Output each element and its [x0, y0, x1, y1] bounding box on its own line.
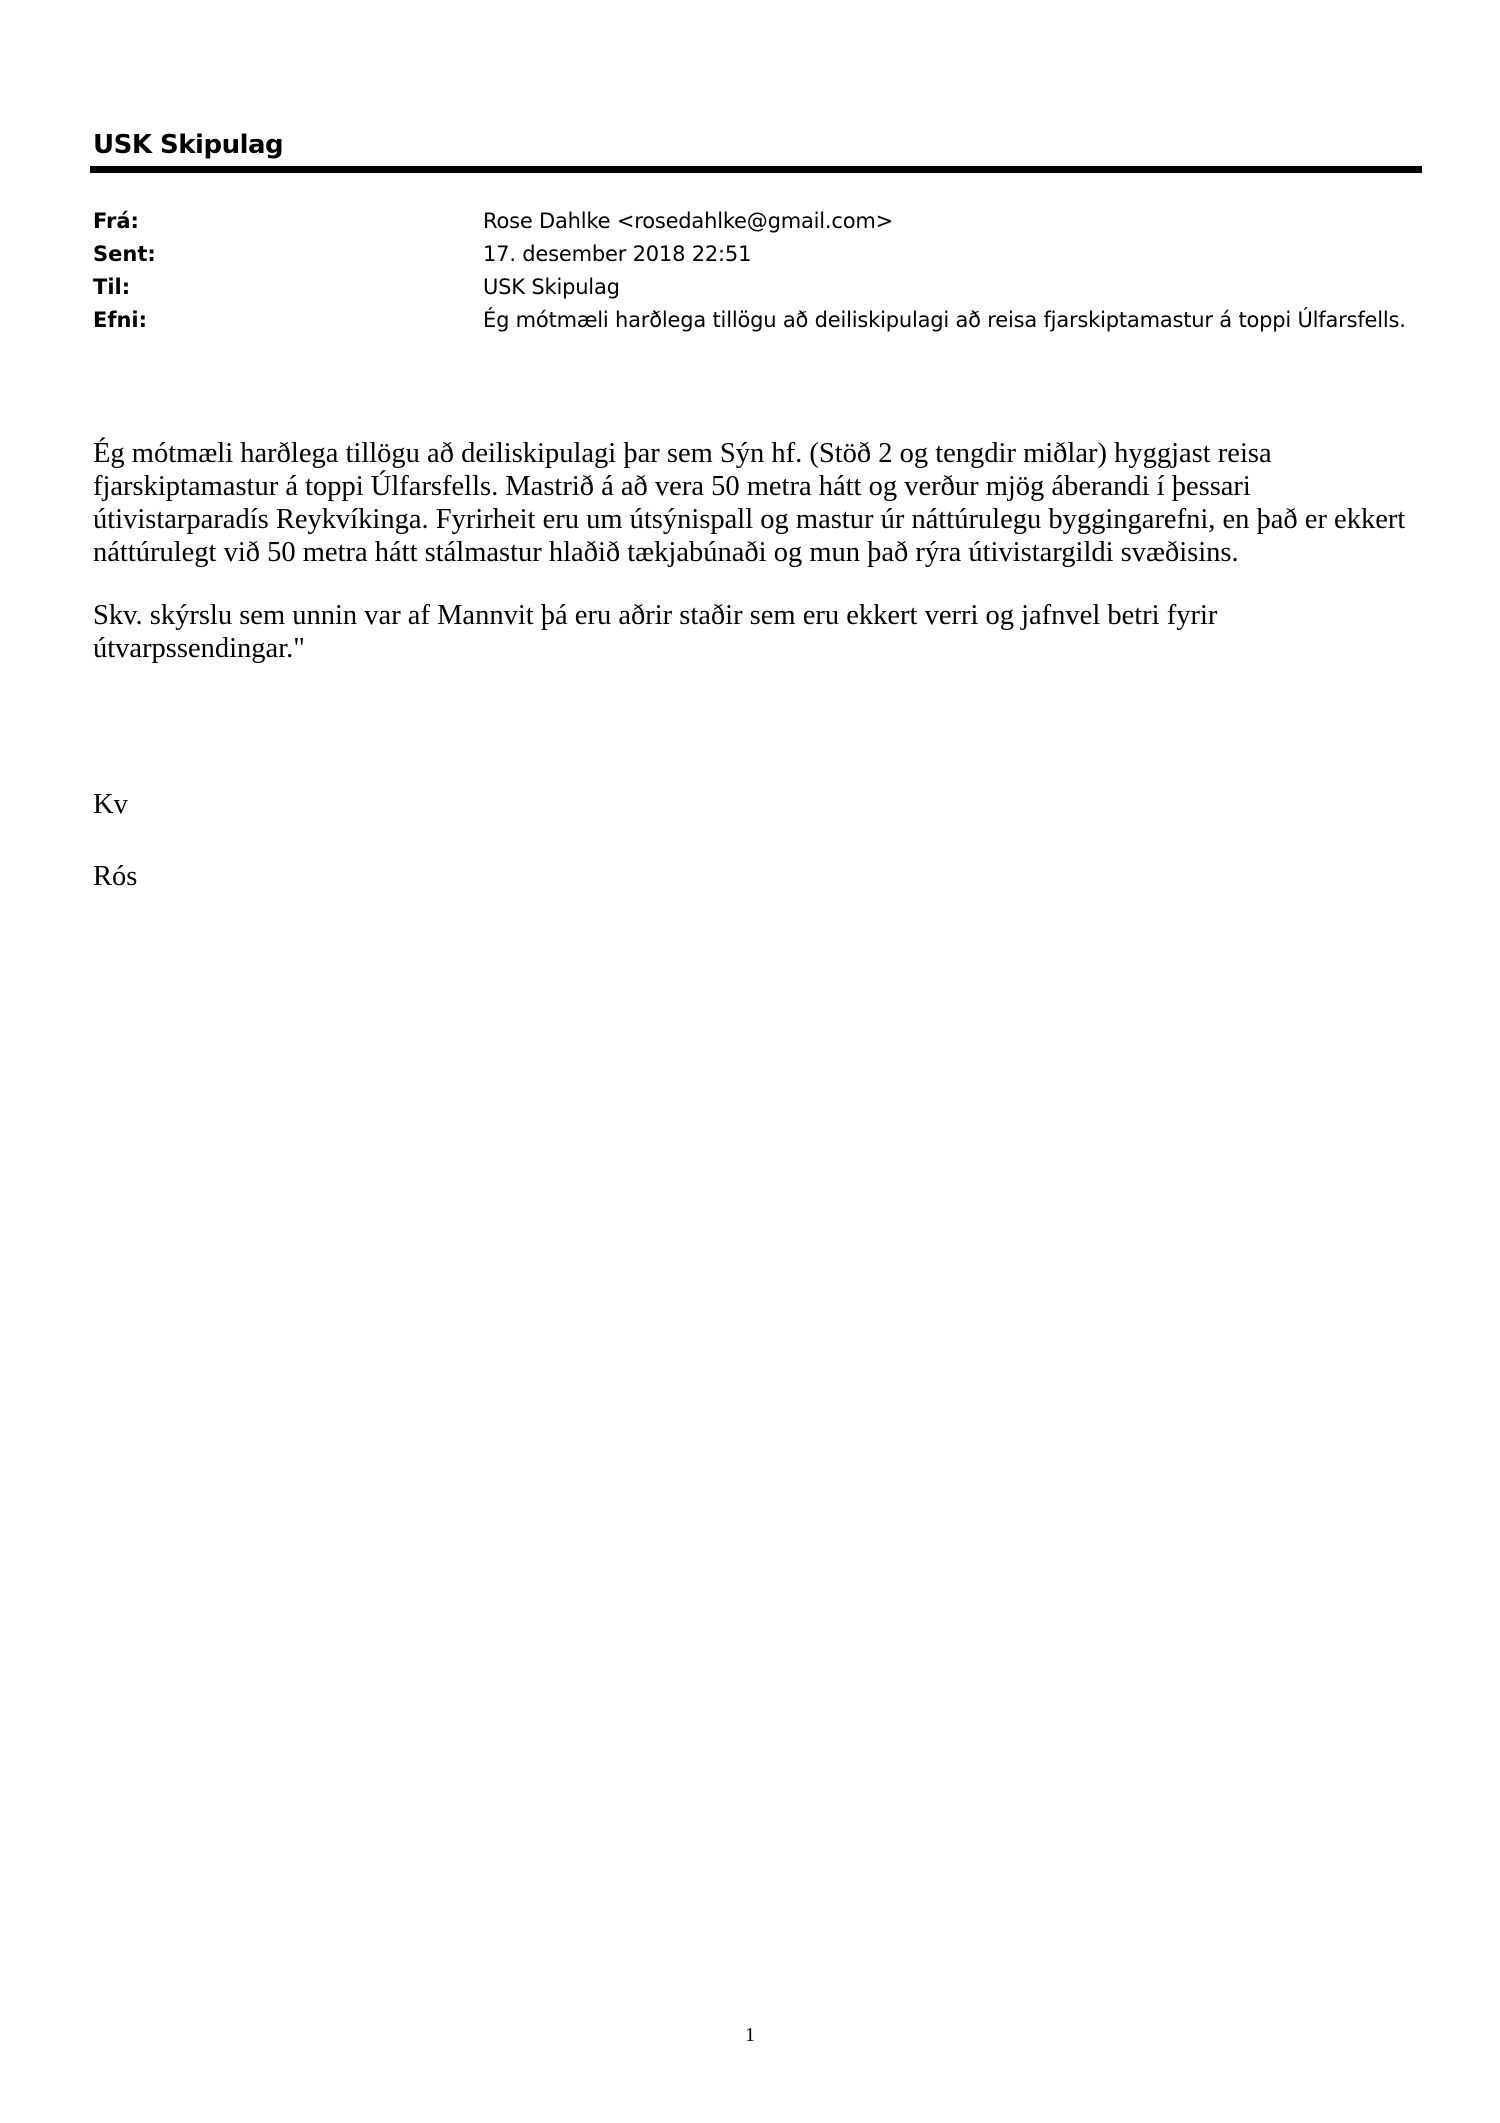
subject-label: Efni: [93, 308, 148, 332]
email-headers [93, 205, 1423, 337]
title-divider [90, 166, 1422, 173]
email-body [93, 437, 1433, 695]
subject-value: Ég mótmæli harðlega tillögu að deiliskipulagi að reisa fjarskiptamastur á toppi Úlfarsfells. [483, 308, 1406, 332]
signature: Rós [93, 861, 138, 892]
sent-label: Sent: [93, 242, 156, 266]
header-row-from [93, 205, 1423, 238]
from-label: Frá: [93, 209, 139, 233]
to-value: USK Skipulag [483, 275, 620, 299]
page-number: 1 [745, 2024, 755, 2046]
body-paragraph-1: Ég mótmæli harðlega tillögu að deiliskipulagi þar sem Sýn hf. (Stöð 2 og tengdir miðlar) hyggjast reisa fjarskiptamastur á toppi Úlfarsfells. Mastrið á að vera 50 metra hátt og verður mjög áberandi í þessari útivistarparadís Reykvíkinga. Fyrirheit eru um útsýnispall og mastur úr náttúrulegu byggingarefni, en það er ekkert náttúrulegt við 50 metra hátt stálmastur hlaðið tækjabúnaði og mun það rýra útivistargildi svæðisins. [93, 438, 1406, 568]
body-paragraph-2: Skv. skýrslu sem unnin var af Mannvit þá eru aðrir staðir sem eru ekkert verri og jafnvel betri fyrir útvarpssendingar." [93, 600, 1218, 664]
sent-value: 17. desember 2018 22:51 [483, 242, 752, 266]
to-label: Til: [93, 275, 131, 299]
header-row-to [93, 271, 1423, 304]
mailbox-title: USK Skipulag [93, 130, 284, 160]
header-row-sent [93, 238, 1423, 271]
header-row-subject [93, 304, 1423, 337]
from-value: Rose Dahlke <rosedahlke@gmail.com> [483, 209, 894, 233]
sign-off: Kv [93, 789, 128, 820]
